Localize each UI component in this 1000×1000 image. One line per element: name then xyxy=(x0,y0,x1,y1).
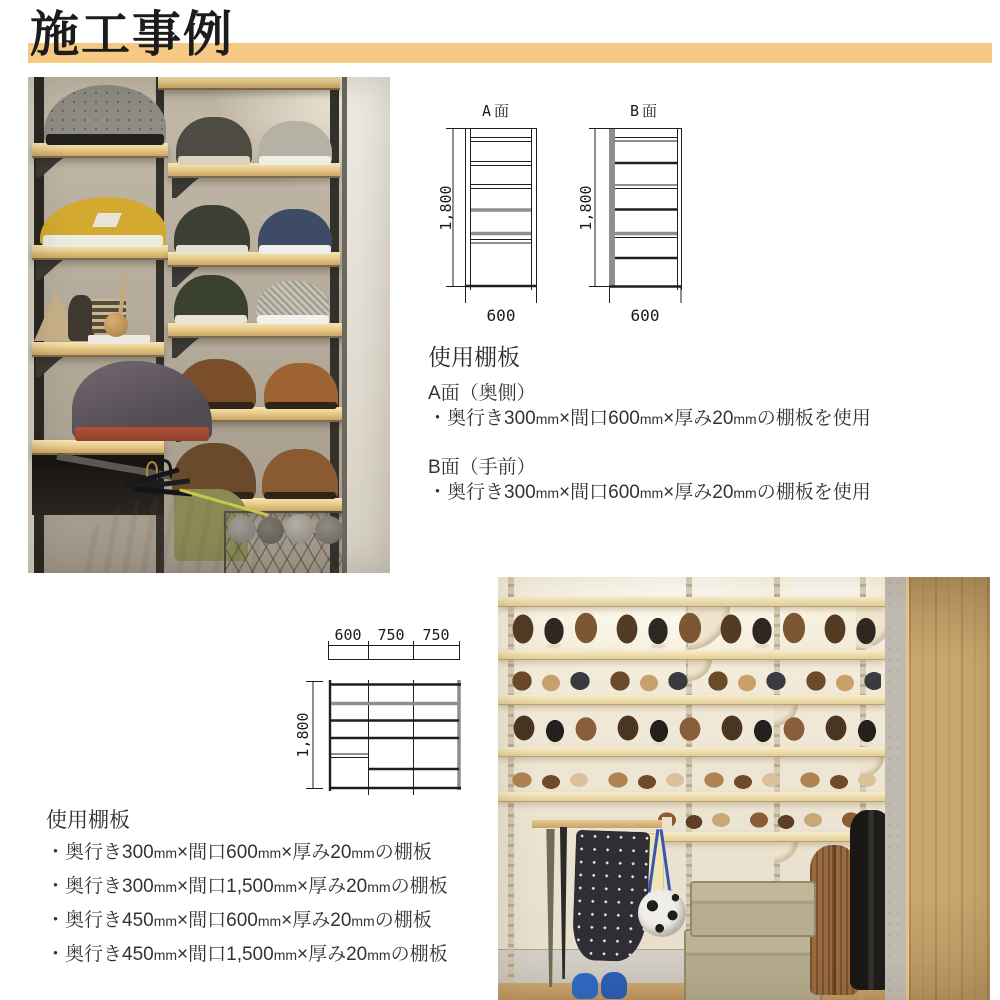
spec-group-a-title: A面（奥側） xyxy=(428,383,536,404)
diagram-b-label: B面 xyxy=(629,102,661,120)
diagram-width-750b: 750 xyxy=(422,626,450,644)
diagram-b-height: 1,800 xyxy=(577,185,595,231)
photo-shoe-shelf-closeup xyxy=(28,77,390,573)
spec-group-b-title: B面（手前） xyxy=(428,457,536,478)
photo-vignette xyxy=(28,77,390,573)
spec-line-4: ・奥行き450mm×間口1,500mm×厚み20mmの棚板 xyxy=(46,943,448,965)
diagram-a-height: 1,800 xyxy=(437,185,455,231)
diagram-a-label: A面 xyxy=(481,102,513,120)
spec-group-a-line: ・奥行き300mm×間口600mm×厚み20mmの棚板を使用 xyxy=(428,408,871,429)
diagram-sides-a-b xyxy=(425,85,715,330)
spec-line-1: ・奥行き300mm×間口600mm×厚み20mmの棚板 xyxy=(46,842,432,863)
photo-shoe-wall xyxy=(498,577,990,1000)
spec-block-bottom xyxy=(46,810,516,979)
spec-line-2: ・奥行き300mm×間口1,500mm×厚み20mmの棚板 xyxy=(46,875,448,897)
spec-group-b-line: ・奥行き300mm×間口600mm×厚み20mmの棚板を使用 xyxy=(428,482,871,503)
diagram-b-width: 600 xyxy=(630,306,660,325)
spec-heading: 使用棚板 xyxy=(428,344,520,370)
spec-heading: 使用棚板 xyxy=(46,809,130,832)
photo-vignette xyxy=(498,577,990,1000)
diagram-width-750: 750 xyxy=(377,626,405,644)
diagram-b-gray-post xyxy=(609,128,615,287)
spec-line-3: ・奥行き450mm×間口600mm×厚み20mmの棚板 xyxy=(46,909,432,931)
diagram-width-600: 600 xyxy=(334,626,362,644)
spec-block-top xyxy=(428,346,908,532)
diagram-bottom-height: 1,800 xyxy=(294,712,312,758)
diagram-a-width: 600 xyxy=(486,306,516,325)
page-title: 施工事例 xyxy=(30,8,235,62)
diagram-bottom-unit xyxy=(268,608,493,808)
